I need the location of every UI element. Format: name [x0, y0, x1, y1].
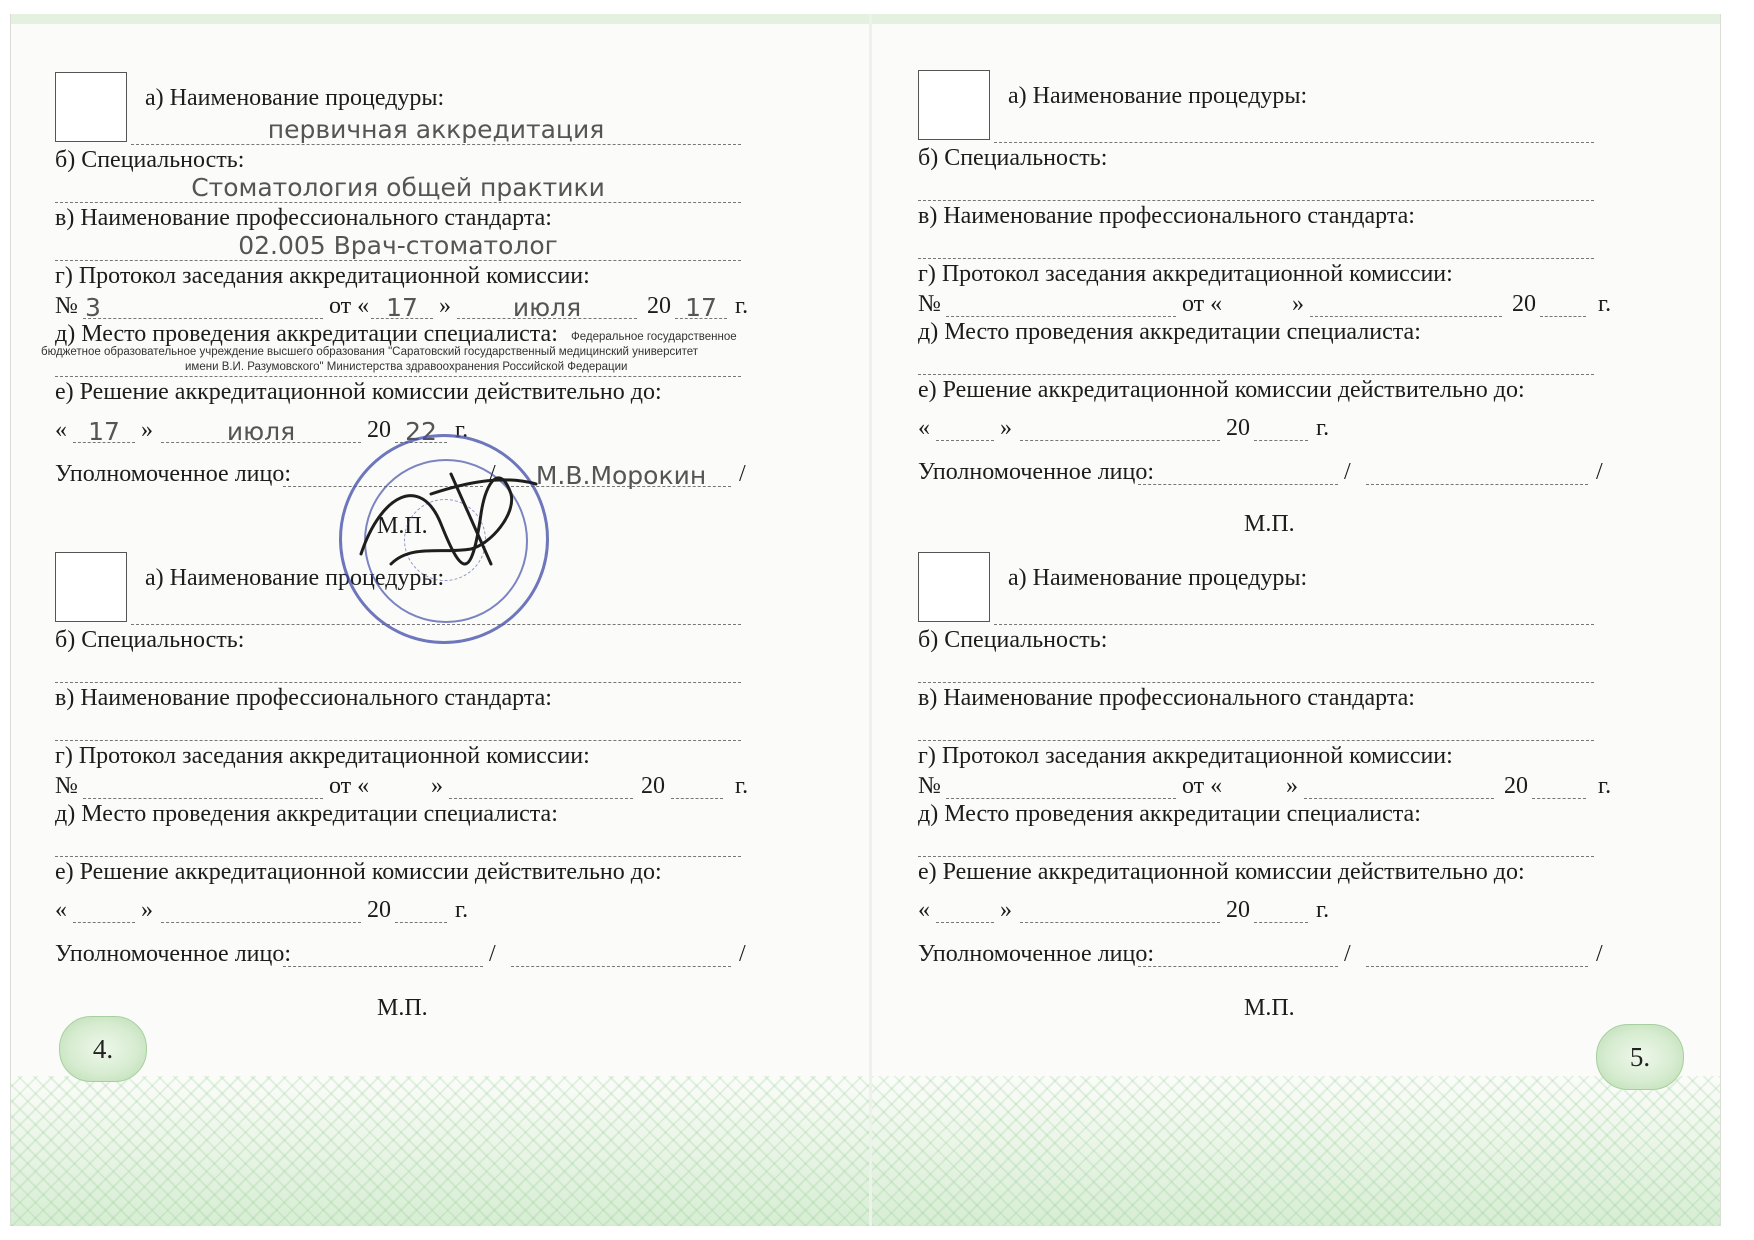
- protocol-day-value: 17: [386, 293, 418, 322]
- valid-day-value: 17: [88, 417, 120, 446]
- signature-line[interactable]: [1138, 484, 1338, 485]
- year-suffix: г.: [735, 773, 749, 799]
- handwritten-signature: [351, 454, 551, 594]
- place-value-line-3: имени В.И. Разумовского" Министерства здравоохранения Российской Федерации: [185, 361, 628, 373]
- valid-month-value: июля: [226, 417, 296, 446]
- protocol-month-line[interactable]: [449, 798, 633, 799]
- specialty-label: б) Специальность:: [918, 627, 1108, 653]
- page-number-right: 5.: [1596, 1024, 1684, 1090]
- name-line[interactable]: [511, 966, 731, 967]
- standard-line: [55, 260, 741, 261]
- procedure-label: а) Наименование процедуры:: [145, 85, 445, 111]
- year-prefix: 20: [367, 417, 391, 443]
- valid-until-label: е) Решение аккредитационной комиссии действительно до:: [55, 379, 662, 405]
- place-line[interactable]: [55, 856, 741, 857]
- specialty-line[interactable]: [55, 682, 741, 683]
- quote-close: »: [1286, 773, 1298, 799]
- procedure-line: [131, 144, 741, 145]
- place-value-line-1: Федеральное государственное: [571, 331, 737, 343]
- protocol-label: г) Протокол заседания аккредитационной комиссии:: [918, 743, 1453, 769]
- year-suffix: г.: [455, 417, 469, 443]
- year-suffix: г.: [735, 293, 749, 319]
- protocol-no-line: [83, 318, 323, 319]
- right-page: [872, 14, 1721, 1226]
- valid-month-line[interactable]: [1020, 440, 1220, 441]
- year-suffix: г.: [1316, 897, 1330, 923]
- place-line[interactable]: [918, 856, 1594, 857]
- protocol-no-label: №: [918, 291, 941, 317]
- year-prefix: 20: [367, 897, 391, 923]
- place-label: д) Место проведения аккредитации специалиста:: [918, 801, 1421, 827]
- guilloche-border-top: [872, 14, 1720, 24]
- year-prefix: 20: [641, 773, 665, 799]
- year-prefix: 20: [647, 293, 671, 319]
- protocol-from-label: от «: [1182, 773, 1223, 799]
- left-page: [10, 14, 869, 1226]
- procedure-label: а) Наименование процедуры:: [1008, 83, 1308, 109]
- specialty-label: б) Специальность:: [918, 145, 1108, 171]
- quote-close: »: [141, 417, 153, 443]
- specialty-label: б) Специальность:: [55, 147, 245, 173]
- specialty-line[interactable]: [918, 200, 1594, 201]
- protocol-label: г) Протокол заседания аккредитационной комиссии:: [55, 263, 590, 289]
- year-suffix: г.: [1598, 291, 1612, 317]
- protocol-year-line[interactable]: [671, 798, 723, 799]
- protocol-no-line[interactable]: [946, 316, 1176, 317]
- year-prefix: 20: [1226, 897, 1250, 923]
- valid-year-line[interactable]: [395, 922, 447, 923]
- protocol-from-label: от «: [329, 773, 370, 799]
- protocol-day-line: [371, 318, 433, 319]
- valid-day-line[interactable]: [936, 922, 994, 923]
- standard-label: в) Наименование профессионального стандарта:: [55, 205, 552, 231]
- protocol-month-value: июля: [512, 293, 582, 322]
- valid-until-label: е) Решение аккредитационной комиссии действительно до:: [55, 859, 662, 885]
- authorized-person-label: Уполномоченное лицо:: [55, 461, 292, 487]
- protocol-label: г) Протокол заседания аккредитационной комиссии:: [918, 261, 1453, 287]
- entry-checkbox[interactable]: [55, 552, 127, 622]
- stamp-place-label: М.П.: [377, 513, 428, 539]
- signature-line[interactable]: [1138, 966, 1338, 967]
- protocol-year-value: 17: [685, 293, 717, 322]
- entry-checkbox[interactable]: [918, 70, 990, 140]
- valid-year-line[interactable]: [1254, 440, 1308, 441]
- authorized-name-value: М.В.Морокин: [535, 461, 707, 490]
- stamp-place-label: М.П.: [377, 995, 428, 1021]
- procedure-label: а) Наименование процедуры:: [145, 565, 445, 591]
- standard-value: 02.005 Врач-стоматолог: [238, 231, 558, 260]
- procedure-label: а) Наименование процедуры:: [1008, 565, 1308, 591]
- procedure-line[interactable]: [994, 624, 1594, 625]
- guilloche-border-top: [11, 14, 869, 24]
- specialty-line[interactable]: [918, 682, 1594, 683]
- protocol-year-line[interactable]: [1540, 316, 1586, 317]
- slash: /: [489, 941, 496, 967]
- valid-day-line: [73, 442, 135, 443]
- valid-until-label: е) Решение аккредитационной комиссии действительно до:: [918, 377, 1525, 403]
- place-value-line-2: бюджетное образовательное учреждение высшего образования "Саратовский государственный медицинский университет: [41, 346, 699, 358]
- quote-close: »: [1000, 897, 1012, 923]
- quote-open: «: [918, 897, 930, 923]
- quote-open: «: [55, 417, 67, 443]
- name-line[interactable]: [1366, 484, 1588, 485]
- valid-month-line[interactable]: [1020, 922, 1220, 923]
- standard-line[interactable]: [55, 740, 741, 741]
- stamp-place-label: М.П.: [1244, 511, 1295, 537]
- quote-close: »: [1292, 291, 1304, 317]
- slash: /: [1596, 941, 1603, 967]
- procedure-line[interactable]: [994, 142, 1594, 143]
- quote-open: «: [918, 415, 930, 441]
- slash: /: [739, 941, 746, 967]
- authorized-person-label: Уполномоченное лицо:: [918, 941, 1155, 967]
- quote-close: »: [1000, 415, 1012, 441]
- valid-day-line[interactable]: [73, 922, 135, 923]
- valid-year-value: 22: [405, 417, 437, 446]
- name-line[interactable]: [1366, 966, 1588, 967]
- protocol-no-label: №: [55, 293, 78, 319]
- standard-line[interactable]: [918, 258, 1594, 259]
- year-prefix: 20: [1504, 773, 1528, 799]
- protocol-year-line[interactable]: [1532, 798, 1586, 799]
- place-label: д) Место проведения аккредитации специалиста:: [55, 801, 558, 827]
- authorized-person-label: Уполномоченное лицо:: [918, 459, 1155, 485]
- slash: /: [1344, 459, 1351, 485]
- protocol-from-label: от «: [1182, 291, 1223, 317]
- slash: /: [739, 461, 746, 487]
- quote-close: »: [141, 897, 153, 923]
- authorized-person-label: Уполномоченное лицо:: [55, 941, 292, 967]
- protocol-label: г) Протокол заседания аккредитационной комиссии:: [55, 743, 590, 769]
- protocol-no-label: №: [918, 773, 941, 799]
- protocol-from-label: от «: [329, 293, 370, 319]
- entry-checkbox[interactable]: [918, 552, 990, 622]
- specialty-line: [55, 202, 741, 203]
- place-line[interactable]: [918, 374, 1594, 375]
- slash: /: [1344, 941, 1351, 967]
- year-prefix: 20: [1226, 415, 1250, 441]
- protocol-no-line[interactable]: [946, 798, 1176, 799]
- signature-line[interactable]: [283, 966, 483, 967]
- valid-until-label: е) Решение аккредитационной комиссии действительно до:: [918, 859, 1525, 885]
- valid-month-line[interactable]: [161, 922, 361, 923]
- standard-line[interactable]: [918, 740, 1594, 741]
- slash: /: [1596, 459, 1603, 485]
- procedure-value: первичная аккредитация: [267, 115, 605, 144]
- quote-close: »: [431, 773, 443, 799]
- place-label: д) Место проведения аккредитации специалиста:: [918, 319, 1421, 345]
- stamp-place-label: М.П.: [1244, 995, 1295, 1021]
- protocol-year-line: [675, 318, 727, 319]
- year-suffix: г.: [1598, 773, 1612, 799]
- place-label: д) Место проведения аккредитации специалиста:: [55, 321, 558, 347]
- protocol-month-line[interactable]: [1304, 798, 1494, 799]
- protocol-no-value: 3: [85, 293, 101, 322]
- specialty-value: Стоматология общей практики: [191, 173, 605, 202]
- protocol-no-label: №: [55, 773, 78, 799]
- year-prefix: 20: [1512, 291, 1536, 317]
- specialty-label: б) Специальность:: [55, 627, 245, 653]
- page-number-left: 4.: [59, 1016, 147, 1082]
- slash: /: [489, 461, 496, 487]
- place-line: [55, 376, 741, 377]
- valid-day-line[interactable]: [936, 440, 994, 441]
- protocol-month-line: [457, 318, 637, 319]
- entry-checkbox[interactable]: [55, 72, 127, 142]
- quote-open: «: [55, 897, 67, 923]
- protocol-month-line[interactable]: [1310, 316, 1502, 317]
- guilloche-border-bottom: [872, 1076, 1720, 1226]
- guilloche-border-bottom: [11, 1076, 869, 1226]
- standard-label: в) Наименование профессионального стандарта:: [918, 203, 1415, 229]
- valid-year-line[interactable]: [1254, 922, 1308, 923]
- standard-label: в) Наименование профессионального стандарта:: [918, 685, 1415, 711]
- valid-month-line: [161, 442, 361, 443]
- protocol-no-line[interactable]: [83, 798, 323, 799]
- standard-label: в) Наименование профессионального стандарта:: [55, 685, 552, 711]
- quote-close: »: [439, 293, 451, 319]
- year-suffix: г.: [455, 897, 469, 923]
- year-suffix: г.: [1316, 415, 1330, 441]
